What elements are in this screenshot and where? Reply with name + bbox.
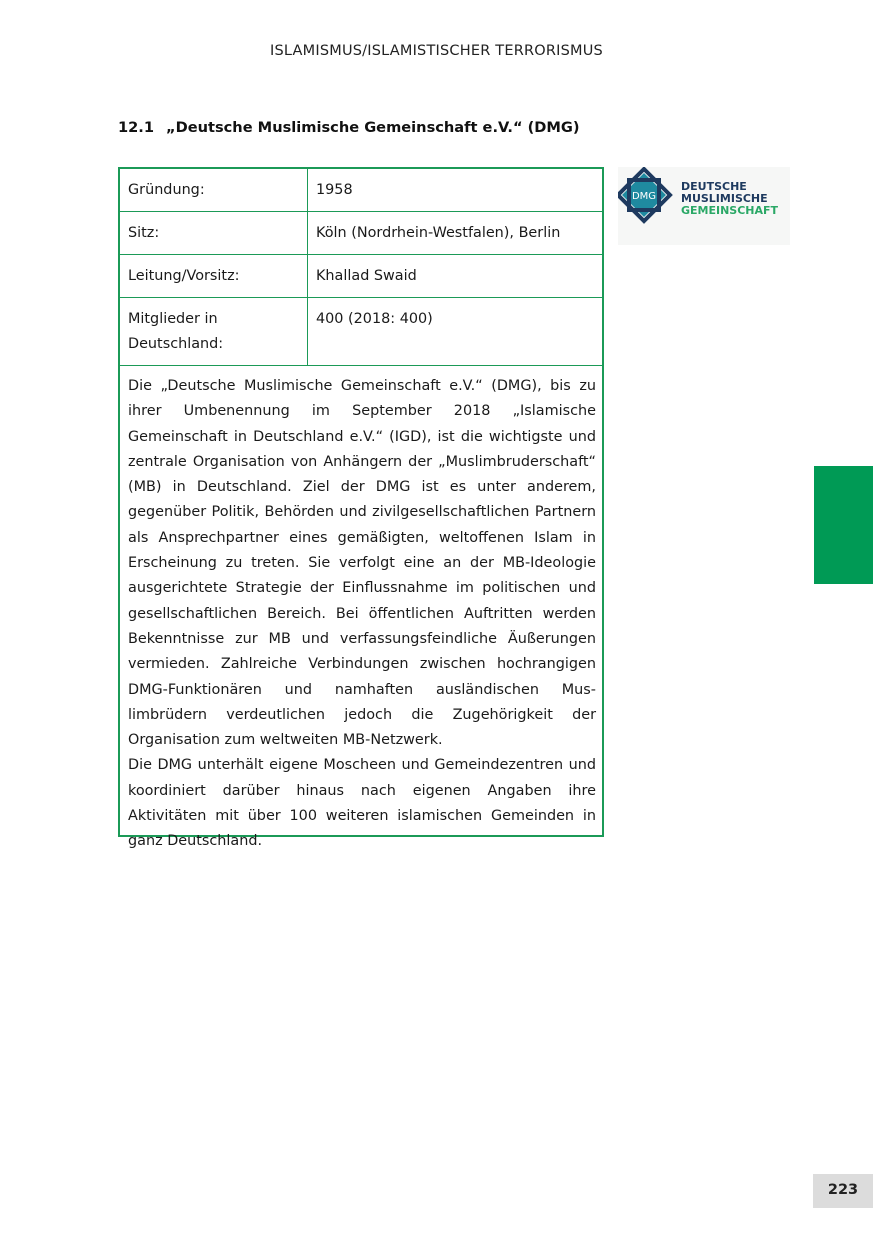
- logo-line-2: MUSLIMISCHE: [681, 192, 768, 205]
- logo-emblem-text: DMG: [631, 191, 657, 202]
- description-text: [128, 374, 596, 855]
- fact-row-seat: [120, 212, 602, 255]
- running-header: ISLAMISMUS/ISLAMISTISCHER TERRORISMUS: [270, 43, 603, 59]
- fact-row-leadership: [120, 255, 602, 298]
- fact-value: 1958: [316, 182, 353, 198]
- fact-value: Köln (Nordrhein-Westfalen), Berlin: [316, 225, 561, 241]
- logo-emblem: [618, 169, 670, 221]
- fact-row-members: [120, 298, 602, 366]
- fact-label: Mitglieder in Deutschland:: [120, 298, 308, 365]
- fact-row-founding: [120, 169, 602, 212]
- fact-value: Khallad Swaid: [316, 268, 417, 284]
- dmg-logo-graphic: [618, 167, 790, 245]
- logo-line-3: GEMEINSCHAFT: [681, 204, 779, 217]
- section-heading: [118, 119, 580, 136]
- fact-label: Leitung/Vorsitz:: [120, 255, 308, 297]
- fact-label: Sitz:: [120, 212, 308, 254]
- fact-box: [118, 167, 604, 850]
- section-title: „Deutsche Muslimische Gemeinschaft e.V.“ (DMG): [166, 119, 580, 136]
- dmg-logo: [618, 167, 790, 245]
- description-paragraph: Die DMG unterhält eigene Moscheen und Gemeindezentren und koordiniert darüber hinaus nach eigenen Angaben ihre Aktivitäten mit über 100 weiteren islamischen Gemeinden in ganz Deutschland.: [128, 757, 596, 850]
- logo-line-1: DEUTSCHE: [681, 180, 747, 193]
- fact-label: Gründung:: [120, 169, 308, 211]
- page-number: 223: [813, 1174, 873, 1208]
- chapter-tab: [814, 466, 873, 584]
- fact-value: 400 (2018: 400): [316, 311, 433, 327]
- description-paragraph: Die „Deutsche Muslimische Gemeinschaft e.V.“ (DMG), bis zu ihrer Umbenennung im September 2018 „Islamische Gemeinschaft in Deutschland e.V.“ (IGD), ist die wichtigste und zentrale Organisation von Anhängern der „Muslimbruderschaft“ (MB) in Deutschland. Ziel der DMG ist es unter anderem, gegenüber Politik, Behörden und zivilgesellschaftlichen Partnern als Ansprechpartner eines gemäßigten, weltoffenen Islam in Erscheinung zu treten. Sie verfolgt eine an der MB-Ideologie ausgerichtete Strategie der Einflussnahme im politischen und gesellschaftlichen Bereich. Bei öffentlichen Auftritten werden Bekenntnisse zur MB und verfassungsfeindliche Äußerungen vermieden. Zahlreiche Verbindungen zwischen hochrangigen DMG-Funktionären und namhaften ausländischen Muslimbrüdern verdeutlichen jedoch die Zugehörigkeit der Organisation zum weltweiten MB-Netzwerk.: [128, 378, 596, 749]
- section-number: 12.1: [118, 119, 155, 136]
